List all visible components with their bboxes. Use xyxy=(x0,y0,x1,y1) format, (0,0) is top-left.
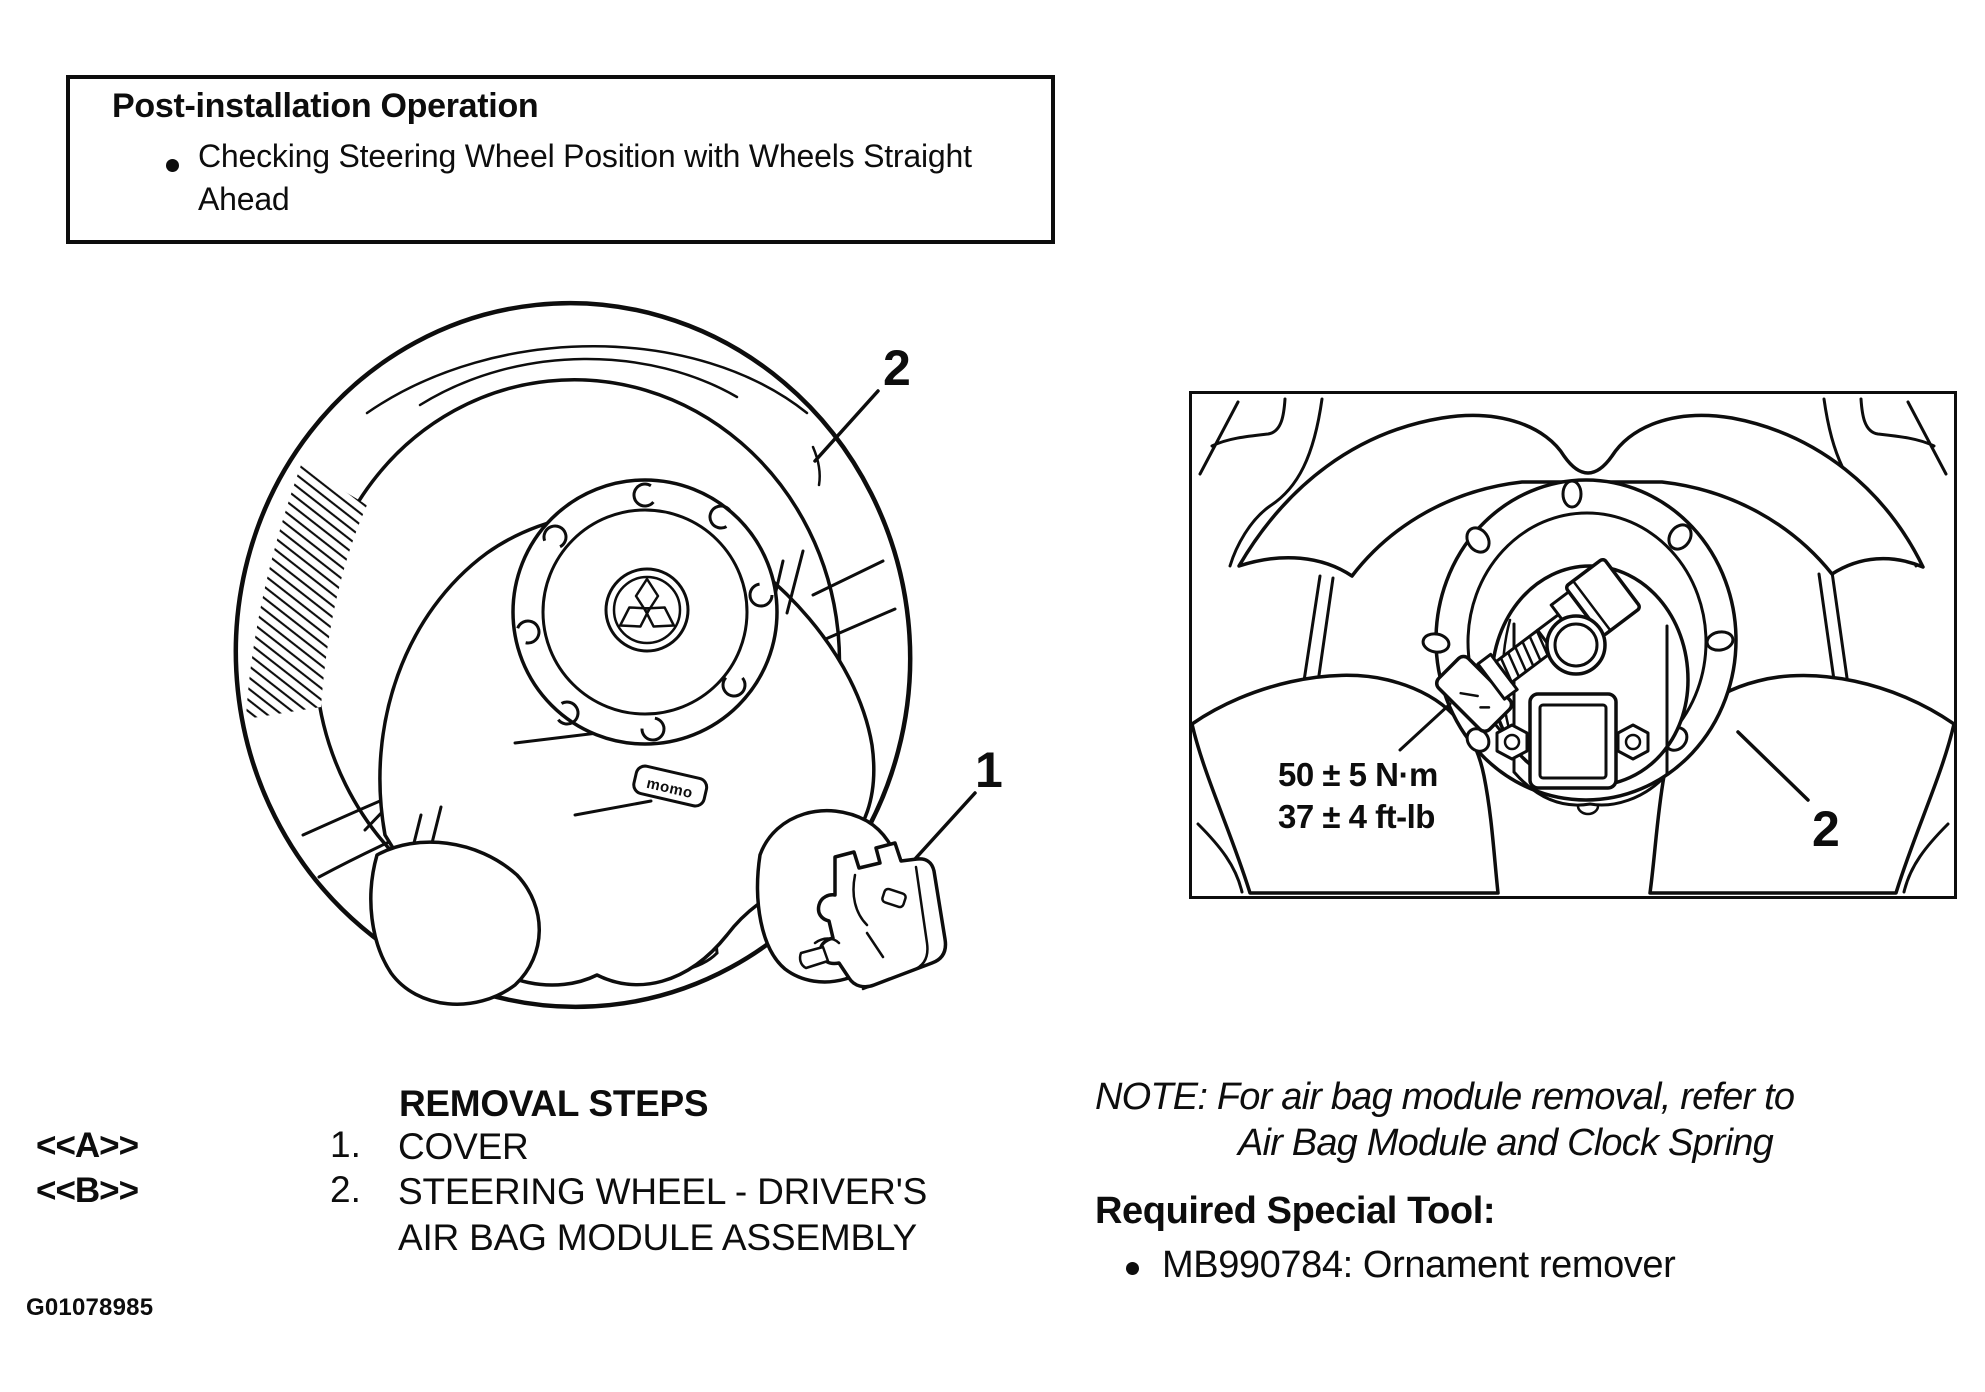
step-2-number: 2. xyxy=(330,1169,361,1210)
step-2-label: STEERING WHEEL - DRIVER'S AIR BAG MODULE ASSEMBLY xyxy=(398,1171,928,1258)
step-1-label: COVER xyxy=(398,1126,529,1167)
post-installation-box xyxy=(66,75,1055,244)
hub-detail-figure xyxy=(1192,394,1954,896)
hub xyxy=(513,480,777,744)
callout-2: 2 xyxy=(883,340,911,396)
steering-wheel-figure xyxy=(215,295,1050,1020)
removal-steps-heading: REMOVAL STEPS xyxy=(399,1083,709,1124)
torque-ftlb-label: 37 ± 4 ft-lb xyxy=(1278,798,1435,835)
post-installation-bullet: Checking Steering Wheel Position with Wheels Straight Ahead xyxy=(198,138,972,217)
bullet-dot-icon xyxy=(1126,1262,1139,1275)
note-line-2: Air Bag Module and Clock Spring xyxy=(1238,1122,1773,1164)
step-marker-a: <<A>> xyxy=(36,1126,139,1165)
special-tool-item: MB990784: Ornament remover xyxy=(1162,1244,1676,1286)
step-1-number: 1. xyxy=(330,1124,361,1165)
steering-shaft-ring xyxy=(1547,616,1605,674)
callout-1-leader xyxy=(915,793,975,859)
required-special-tool-heading: Required Special Tool: xyxy=(1095,1190,1496,1232)
hub-detail-figure-frame xyxy=(1189,391,1957,899)
torque-nm-label: 50 ± 5 N·m xyxy=(1278,756,1438,793)
momo-label: momo xyxy=(644,774,695,803)
figure-id: G01078985 xyxy=(26,1294,154,1321)
post-installation-title: Post-installation Operation xyxy=(112,87,539,125)
bullet-dot-icon xyxy=(166,159,179,172)
callout-1: 1 xyxy=(975,742,1003,798)
note-line-1: NOTE: For air bag module removal, refer to xyxy=(1095,1076,1795,1118)
clock-spring-connector xyxy=(1530,694,1616,788)
step-marker-b: <<B>> xyxy=(36,1171,139,1210)
mitsubishi-emblem-icon xyxy=(606,569,688,651)
detail-callout-2: 2 xyxy=(1812,801,1840,857)
